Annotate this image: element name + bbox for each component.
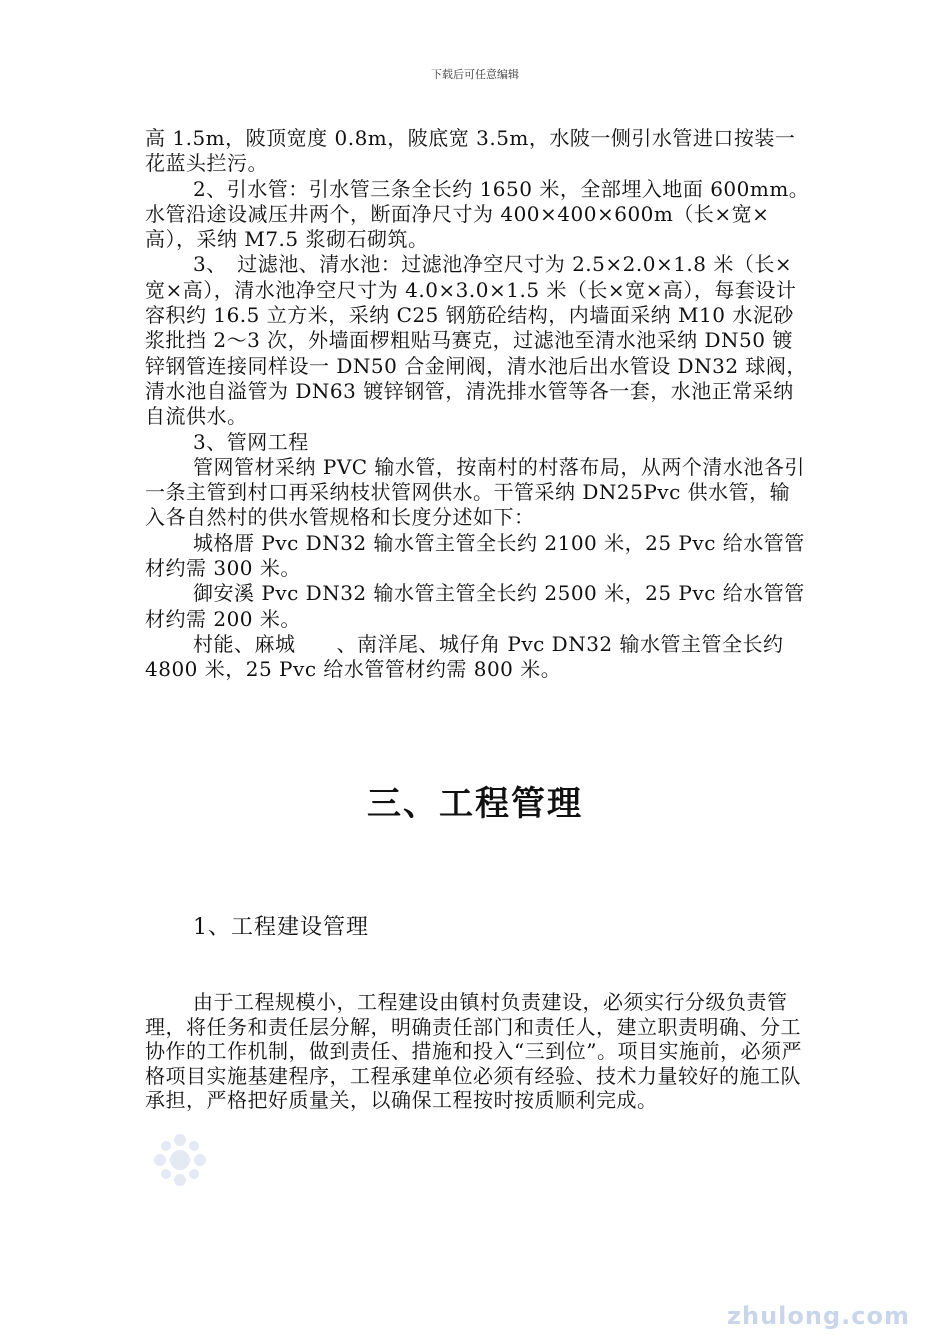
body-line-6: 管网管材采纳 PVC 输水管，按南村的村落布局，从两个清水池各引一条主管到村口再采纳枝状管网供水。干管采纳 DN25Pvc 供水管，输入各自然村的供水管规格和长度分述如下： xyxy=(145,454,805,530)
body-text xyxy=(145,126,810,683)
body-line-5: 3、管网工程 xyxy=(193,429,309,454)
watermark-logo-icon xyxy=(150,1130,210,1190)
body-line-4: 3、 过滤池、清水池：过滤池净空尺寸为 2.5×2.0×1.8 米（长×宽×高），清水池净空尺寸为 4.0×3.0×1.5 米（长×宽×高），每套设计容积约 16.5 立方米，采纳 C25 钢筋砼结构，内墙面采纳 M10 水泥砂浆批挡 2～3 次，外墙面椤粗贴马赛克，过滤池至清水池采纳 DN50 镀锌钢管连接同样设一 DN50 合金闸阀，清水池后出水管设 DN32 球阀，清水池自溢管为 DN63 镀锌钢管，清洗排水管等各一套，水池正常采纳自流供水。 xyxy=(145,252,807,429)
body-line-7: 城格厝 Pvc DN32 输水管主管全长约 2100 米，25 Pvc 给水管管材约需 300 米。 xyxy=(145,530,805,581)
body-line-2: 2、引水管：引水管三条全长约 1650 米，全部埋入地面 600mm。 xyxy=(193,176,810,201)
subsection-title: 1、工程建设管理 xyxy=(193,915,369,940)
section-title: 三、工程管理 xyxy=(367,784,583,824)
management-paragraph-text: 由于工程规模小，工程建设由镇村负责建设，必须实行分级负责管理，将任务和责任层分解，明确责任部门和责任人，建立职责明确、分工协作的工作机制，做到责任、措施和投入“三到位”。项目实施前，必须严格项目实施基建程序，工程承建单位必须有经验、技术力量较好的施工队承担，严格把好质量关，以确保工程按时按质顺利完成。 xyxy=(145,990,802,1113)
body-line-1: 高 1.5m，陂顶宽度 0.8m，陂底宽 3.5m，水陂一侧引水管进口按装一花蓝头拦污。 xyxy=(145,126,796,176)
management-paragraph xyxy=(145,990,810,1113)
watermark-text: zhulong.com xyxy=(727,1302,910,1330)
body-line-3: 水管沿途设减压井两个，断面净尺寸为 400×400×600m（长×宽×高），采纳 M7.5 浆砌石砌筑。 xyxy=(145,201,770,252)
page-header: 下载后可任意编辑 xyxy=(431,68,519,81)
body-line-9: 村能、麻城 、南洋尾、城仔角 Pvc DN32 输水管主管全长约 4800 米，25 Pvc 给水管管材约需 800 米。 xyxy=(145,631,784,682)
body-line-8: 御安溪 Pvc DN32 输水管主管全长约 2500 米，25 Pvc 给水管管材约需 200 米。 xyxy=(145,581,805,631)
